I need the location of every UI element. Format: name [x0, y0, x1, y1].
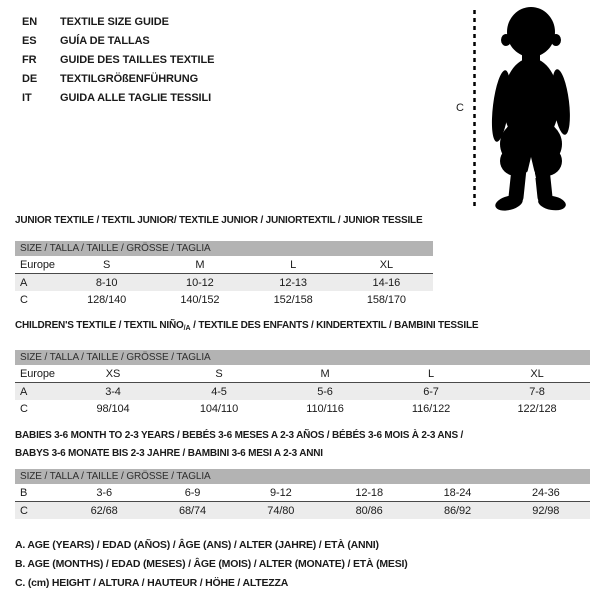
table-cell: 9-12: [237, 484, 325, 502]
height-measure-label: C: [456, 102, 464, 114]
children-heading-text: / TEXTILE DES ENFANTS / KINDERTEXTIL / BAMBINI TESSILE: [190, 320, 479, 331]
language-code: DE: [22, 73, 38, 85]
table-row-months: [15, 484, 590, 502]
language-title: TEXTILGRÖßENFÜHRUNG: [60, 73, 199, 85]
table-cell: 12-13: [247, 274, 340, 292]
language-row-en: [22, 13, 214, 32]
table-cell: 14-16: [340, 274, 433, 292]
table-header-bar: SIZE / TALLA / TAILLE / GRÖSSE / TAGLIA: [15, 469, 590, 484]
language-code: ES: [22, 35, 37, 47]
table-cell: 98/104: [96, 402, 130, 415]
language-row-fr: [22, 51, 214, 70]
table-cell: 6-7: [378, 383, 484, 401]
row-label: A: [15, 383, 60, 401]
junior-heading-text: JUNIOR TEXTILE / TEXTIL JUNIOR/ TEXTILE JUNIOR / JUNIORTEXTIL / JUNIOR TESSILE: [15, 215, 423, 226]
table-header-row: [15, 350, 590, 365]
table-cell: 24-36: [502, 484, 590, 502]
table-cell: 18-24: [413, 484, 501, 502]
table-cell: 152/158: [273, 293, 313, 306]
babies-size-table: [15, 469, 590, 519]
table-cell: XL: [340, 256, 433, 274]
table-cell: M: [153, 256, 246, 274]
table-cell: 104/110: [199, 402, 239, 415]
footnote-height-cm: C. (cm) HEIGHT / ALTURA / HAUTEUR / HÖHE / ALTEZZA: [15, 577, 289, 589]
row-label: C: [20, 293, 28, 306]
table-cell: 6-9: [148, 484, 236, 502]
table-cell: 74/80: [237, 502, 325, 520]
table-cell: 128/140: [87, 293, 127, 306]
table-row-height: [15, 502, 590, 520]
language-title: GUÍA DE TALLAS: [60, 35, 150, 47]
table-cell: L: [247, 256, 340, 274]
children-heading-subscript: /A: [183, 325, 191, 332]
row-label: Europe: [15, 365, 60, 383]
table-row-height: [15, 291, 433, 308]
table-row-europe: [15, 365, 590, 383]
language-title: TEXTILE SIZE GUIDE: [60, 16, 169, 28]
table-row-europe: [15, 256, 433, 274]
table-cell: 92/98: [502, 502, 590, 520]
table-cell: 158/170: [366, 293, 406, 306]
table-header-bar: SIZE / TALLA / TAILLE / GRÖSSE / TAGLIA: [15, 350, 590, 365]
babies-heading-line1: BABIES 3-6 MONTH TO 2-3 YEARS / BEBÉS 3-6 MESES A 2-3 AÑOS / BÉBÉS 3-6 MOIS À 2-3 ANS /: [15, 430, 464, 441]
table-cell: 3-6: [60, 484, 148, 502]
table-cell: 140/152: [180, 293, 220, 306]
table-cell: 116/122: [411, 402, 451, 415]
table-header-bar: SIZE / TALLA / TAILLE / GRÖSSE / TAGLIA: [15, 241, 433, 256]
footnote-legend: [15, 536, 408, 593]
table-cell: 4-5: [166, 383, 272, 401]
table-row-height: [15, 400, 590, 417]
row-label: C: [20, 402, 28, 415]
table-cell: 12-18: [325, 484, 413, 502]
table-cell: L: [378, 365, 484, 383]
junior-size-table: [15, 241, 433, 308]
table-row-age: [15, 274, 433, 292]
language-title: GUIDA ALLE TAGLIE TESSILI: [60, 92, 212, 104]
table-cell: 7-8: [484, 383, 590, 401]
table-cell: S: [166, 365, 272, 383]
table-cell: 3-4: [60, 383, 166, 401]
table-cell: 110/116: [306, 402, 344, 415]
junior-section-heading: [15, 214, 422, 227]
height-measure-dashed-line: [472, 10, 477, 207]
footnote-age-years: A. AGE (YEARS) / EDAD (AÑOS) / ÂGE (ANS) / ALTER (JAHRE) / ETÀ (ANNI): [15, 539, 379, 551]
table-cell: XL: [484, 365, 590, 383]
row-label: C: [15, 502, 60, 520]
babies-heading-line2: BABYS 3-6 MONATE BIS 2-3 JAHRE / BAMBINI 3-6 MESI A 2-3 ANNI: [15, 448, 323, 459]
language-code: FR: [22, 54, 37, 66]
language-code: EN: [22, 16, 38, 28]
table-cell: 5-6: [272, 383, 378, 401]
children-size-table: [15, 350, 590, 417]
language-code: IT: [22, 92, 32, 104]
table-header-row: [15, 469, 590, 484]
footnote-age-months: B. AGE (MONTHS) / EDAD (MESES) / ÂGE (MOIS) / ALTER (MONATE) / ETÀ (MESI): [15, 558, 408, 570]
row-label: Europe: [15, 256, 60, 274]
language-title-list: [22, 13, 214, 108]
table-cell: 122/128: [517, 402, 557, 415]
table-row-age: [15, 383, 590, 401]
babies-section-heading: [15, 427, 463, 463]
children-section-heading: [15, 319, 478, 335]
toddler-silhouette: [481, 5, 579, 211]
table-cell: M: [272, 365, 378, 383]
table-cell: S: [60, 256, 153, 274]
children-heading-text: CHILDREN'S TEXTILE / TEXTIL NIÑO: [15, 320, 184, 331]
row-label: B: [15, 484, 60, 502]
table-cell: 80/86: [325, 502, 413, 520]
table-cell: XS: [60, 365, 166, 383]
language-row-de: [22, 70, 214, 89]
language-row-es: [22, 32, 214, 51]
table-cell: 68/74: [148, 502, 236, 520]
language-row-it: [22, 89, 214, 108]
table-header-row: [15, 241, 433, 256]
table-cell: 8-10: [60, 274, 153, 292]
row-label: A: [15, 274, 60, 292]
table-cell: 10-12: [153, 274, 246, 292]
table-cell: 62/68: [60, 502, 148, 520]
language-title: GUIDE DES TAILLES TEXTILE: [60, 54, 215, 66]
table-cell: 86/92: [413, 502, 501, 520]
